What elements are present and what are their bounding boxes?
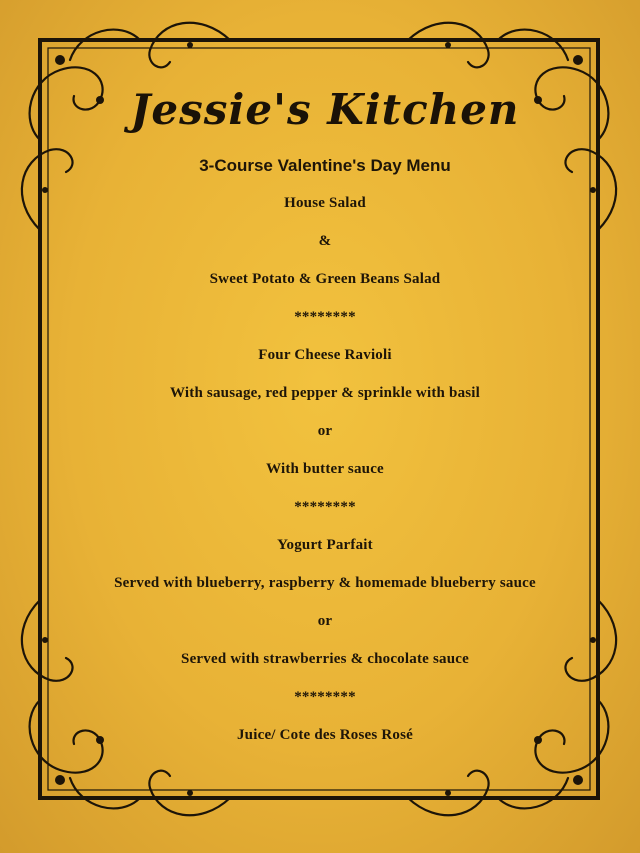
course-divider: ******** bbox=[294, 499, 356, 515]
menu-content bbox=[60, 80, 590, 754]
menu-line: Juice/ Cote des Roses Rosé bbox=[236, 727, 413, 743]
menu-line: Yogurt Parfait bbox=[277, 537, 373, 553]
menu-line: With butter sauce bbox=[266, 461, 384, 477]
course-divider: ******** bbox=[294, 309, 356, 325]
menu-line: House Salad bbox=[284, 195, 366, 211]
menu-subtitle: 3-Course Valentine's Day Menu bbox=[199, 156, 451, 175]
course-divider: ******** bbox=[294, 689, 356, 705]
menu-line: or bbox=[317, 423, 333, 439]
menu-line: or bbox=[317, 613, 333, 629]
menu-line: Sweet Potato & Green Beans Salad bbox=[209, 271, 441, 287]
menu-line: Served with blueberry, raspberry & homemade blueberry sauce bbox=[114, 575, 536, 591]
menu-line: Four Cheese Ravioli bbox=[258, 347, 392, 363]
menu-line: Served with strawberries & chocolate sauce bbox=[181, 651, 469, 667]
menu-line: With sausage, red pepper & sprinkle with basil bbox=[169, 385, 481, 401]
restaurant-name: Jessie's Kitchen bbox=[130, 85, 520, 134]
menu-line: & bbox=[318, 233, 332, 249]
